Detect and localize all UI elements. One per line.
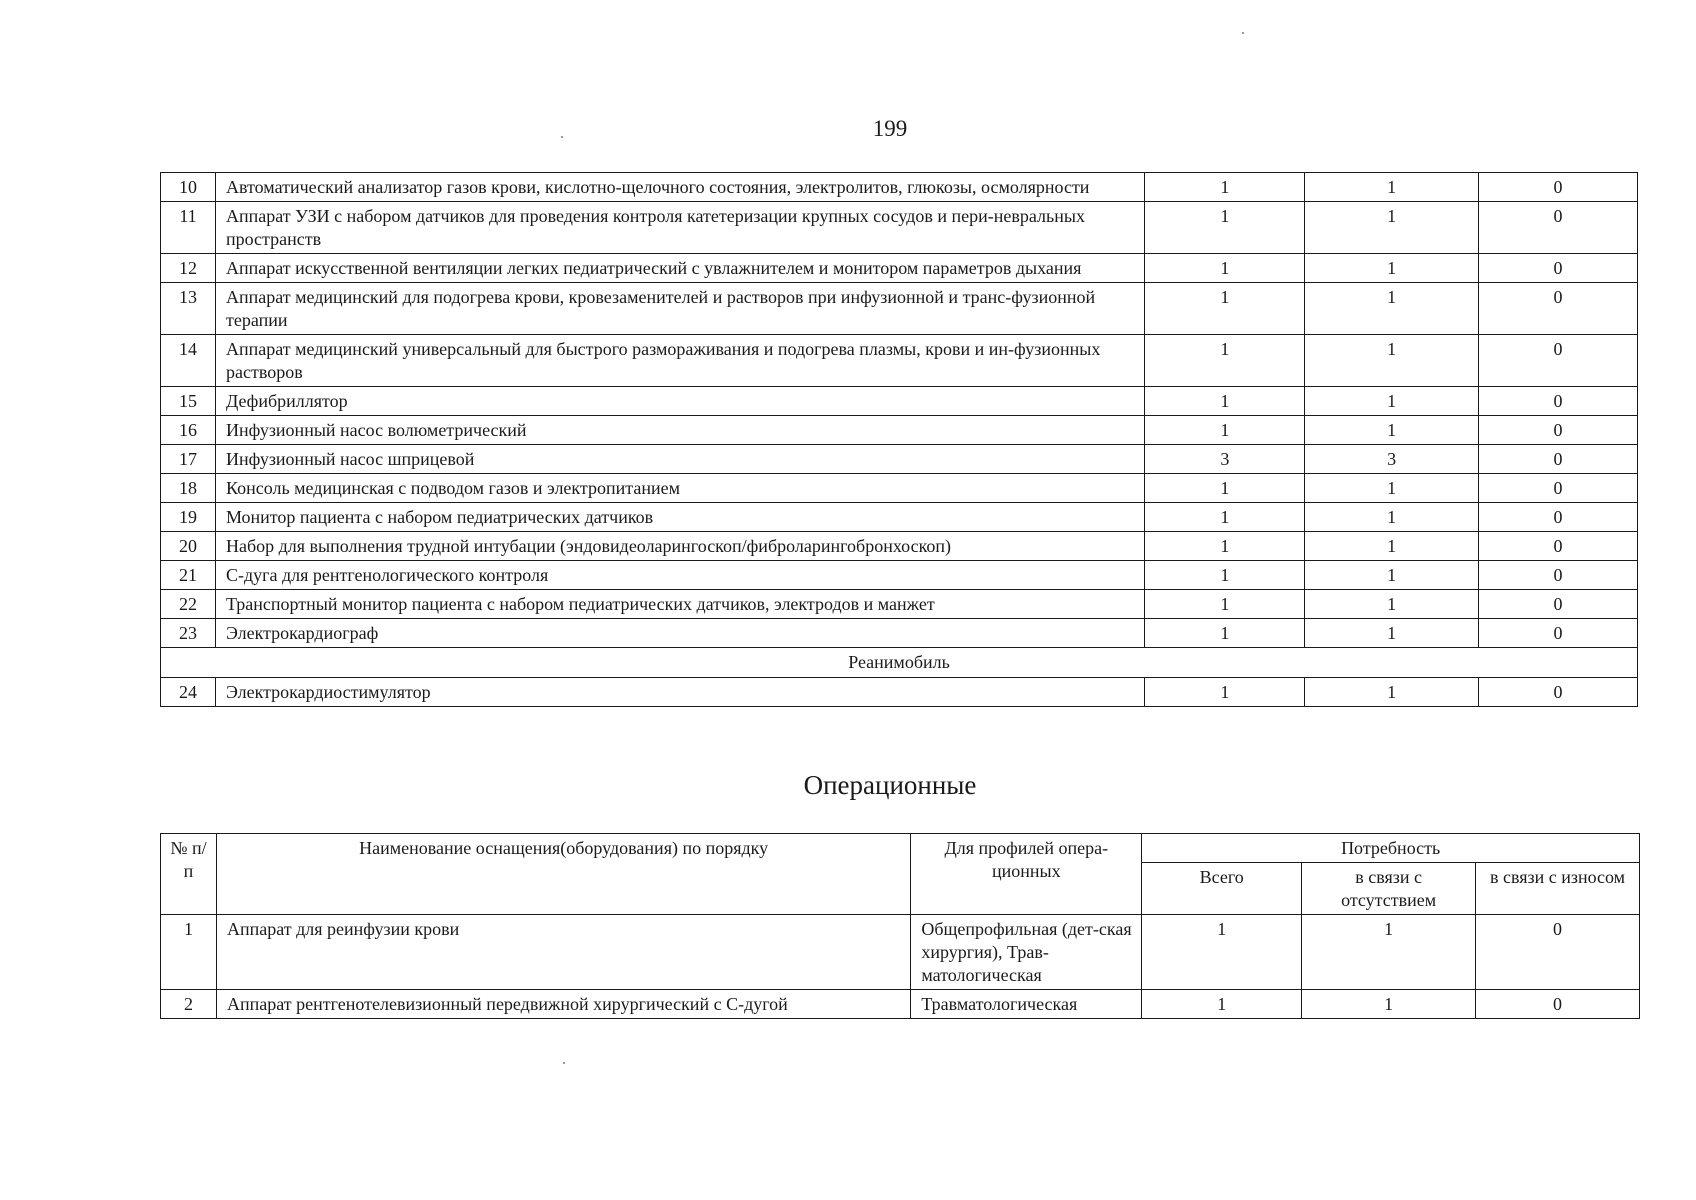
table-row (161, 619, 1638, 648)
need-absence: 1 (1305, 387, 1479, 416)
table-row (161, 561, 1638, 590)
need-total: 1 (1145, 474, 1305, 503)
operating-rooms-table-header (161, 834, 1640, 915)
row-number: 20 (161, 532, 216, 561)
need-wear: 0 (1479, 283, 1638, 335)
row-number: 22 (161, 590, 216, 619)
row-number: 2 (161, 990, 217, 1019)
table-row (161, 915, 1640, 990)
need-wear: 0 (1479, 416, 1638, 445)
header-absence: в связи с отсутствием (1302, 863, 1476, 915)
need-total: 1 (1145, 173, 1305, 202)
need-absence: 1 (1305, 561, 1479, 590)
operating-profile: Общепрофильная (дет-ская хирургия), Трав-матологическая (911, 915, 1142, 990)
need-absence: 1 (1305, 532, 1479, 561)
table-row (161, 503, 1638, 532)
equipment-name: Инфузионный насос шприцевой (215, 445, 1144, 474)
table-row (161, 254, 1638, 283)
need-absence: 1 (1305, 254, 1479, 283)
need-wear: 0 (1479, 254, 1638, 283)
row-number: 12 (161, 254, 216, 283)
need-wear: 0 (1479, 202, 1638, 254)
need-total: 1 (1145, 387, 1305, 416)
scan-speck (563, 1062, 565, 1064)
equipment-name: Монитор пациента с набором педиатрических датчиков (215, 503, 1144, 532)
need-wear: 0 (1479, 445, 1638, 474)
need-total: 1 (1145, 283, 1305, 335)
equipment-name: Автоматический анализатор газов крови, кислотно-щелочного состояния, электролитов, глюкозы, осмолярности (215, 173, 1144, 202)
need-wear: 0 (1479, 619, 1638, 648)
equipment-name: С-дуга для рентгенологического контроля (215, 561, 1144, 590)
row-number: 14 (161, 335, 216, 387)
page-number: 199 (872, 116, 908, 141)
equipment-name: Аппарат медицинский универсальный для быстрого размораживания и подогрева плазмы, крови и ин-фузионных растворов (215, 335, 1144, 387)
need-wear: 0 (1479, 474, 1638, 503)
row-number: 17 (161, 445, 216, 474)
need-wear: 0 (1479, 532, 1638, 561)
row-number: 18 (161, 474, 216, 503)
need-wear: 0 (1479, 335, 1638, 387)
table-row (161, 445, 1638, 474)
need-wear: 0 (1479, 387, 1638, 416)
need-total: 3 (1145, 445, 1305, 474)
equipment-name: Инфузионный насос волюметрический (215, 416, 1144, 445)
need-total: 1 (1145, 202, 1305, 254)
equipment-table-continued (160, 172, 1638, 707)
table-row (161, 990, 1640, 1019)
table-row (161, 416, 1638, 445)
equipment-name: Набор для выполнения трудной интубации (эндовидеоларингоскоп/фиброларингобронхоскоп) (215, 532, 1144, 561)
scan-speck (1242, 32, 1244, 34)
need-absence: 1 (1305, 678, 1479, 707)
equipment-name: Аппарат для реинфузии крови (216, 915, 910, 990)
table-row (161, 173, 1638, 202)
need-total: 1 (1145, 254, 1305, 283)
need-wear: 0 (1479, 678, 1638, 707)
header-profiles: Для профилей опера-ционных (911, 834, 1142, 915)
operating-rooms-table-body (161, 915, 1640, 1019)
need-absence: 1 (1302, 915, 1476, 990)
equipment-name: Консоль медицинская с подводом газов и электропитанием (215, 474, 1144, 503)
equipment-name: Аппарат УЗИ с набором датчиков для проведения контроля катетеризации крупных сосудов и пери-невральных пространств (215, 202, 1144, 254)
equipment-name: Транспортный монитор пациента с набором педиатрических датчиков, электродов и манжет (215, 590, 1144, 619)
need-absence: 1 (1305, 202, 1479, 254)
need-absence: 1 (1305, 416, 1479, 445)
need-total: 1 (1145, 678, 1305, 707)
table-row (161, 678, 1638, 707)
table-row (161, 283, 1638, 335)
header-num: № п/п (161, 834, 217, 915)
need-absence: 1 (1305, 283, 1479, 335)
section-heading-operating-rooms: Операционные (803, 770, 977, 800)
need-total: 1 (1145, 561, 1305, 590)
need-absence: 1 (1305, 335, 1479, 387)
row-number: 11 (161, 202, 216, 254)
need-absence: 3 (1305, 445, 1479, 474)
need-wear: 0 (1479, 173, 1638, 202)
need-total: 1 (1145, 532, 1305, 561)
need-absence: 1 (1305, 619, 1479, 648)
scan-speck (561, 136, 563, 138)
section-label: Реанимобиль (161, 648, 1638, 678)
row-number: 13 (161, 283, 216, 335)
table-row (161, 202, 1638, 254)
row-number: 19 (161, 503, 216, 532)
need-absence: 1 (1302, 990, 1476, 1019)
need-wear: 0 (1479, 503, 1638, 532)
section-row (161, 648, 1638, 678)
header-name: Наименование оснащения(оборудования) по порядку (216, 834, 910, 915)
need-total: 1 (1145, 416, 1305, 445)
need-absence: 1 (1305, 474, 1479, 503)
row-number: 16 (161, 416, 216, 445)
need-absence: 1 (1305, 590, 1479, 619)
need-wear: 0 (1476, 915, 1640, 990)
header-wear: в связи с износом (1476, 863, 1640, 915)
header-total: Всего (1142, 863, 1302, 915)
need-wear: 0 (1479, 561, 1638, 590)
header-need: Потребность (1142, 834, 1640, 863)
table-row (161, 387, 1638, 416)
operating-rooms-table (160, 833, 1640, 1019)
equipment-name: Аппарат рентгенотелевизионный передвижной хирургический с С-дугой (216, 990, 910, 1019)
equipment-name: Электрокардиостимулятор (215, 678, 1144, 707)
table-row (161, 335, 1638, 387)
row-number: 23 (161, 619, 216, 648)
equipment-name: Аппарат искусственной вентиляции легких педиатрический с увлажнителем и монитором параметров дыхания (215, 254, 1144, 283)
need-total: 1 (1145, 503, 1305, 532)
row-number: 15 (161, 387, 216, 416)
need-wear: 0 (1479, 590, 1638, 619)
table-row (161, 532, 1638, 561)
table-row (161, 474, 1638, 503)
equipment-table-body (161, 173, 1638, 707)
need-wear: 0 (1476, 990, 1640, 1019)
need-total: 1 (1142, 990, 1302, 1019)
row-number: 10 (161, 173, 216, 202)
row-number: 1 (161, 915, 217, 990)
table-row (161, 590, 1638, 619)
need-total: 1 (1145, 335, 1305, 387)
equipment-name: Электрокардиограф (215, 619, 1144, 648)
equipment-name: Аппарат медицинский для подогрева крови, кровезаменителей и растворов при инфузионной и транс-фузионной терапии (215, 283, 1144, 335)
need-total: 1 (1145, 590, 1305, 619)
row-number: 24 (161, 678, 216, 707)
need-total: 1 (1142, 915, 1302, 990)
need-absence: 1 (1305, 173, 1479, 202)
need-total: 1 (1145, 619, 1305, 648)
need-absence: 1 (1305, 503, 1479, 532)
operating-profile: Травматологическая (911, 990, 1142, 1019)
row-number: 21 (161, 561, 216, 590)
equipment-name: Дефибриллятор (215, 387, 1144, 416)
